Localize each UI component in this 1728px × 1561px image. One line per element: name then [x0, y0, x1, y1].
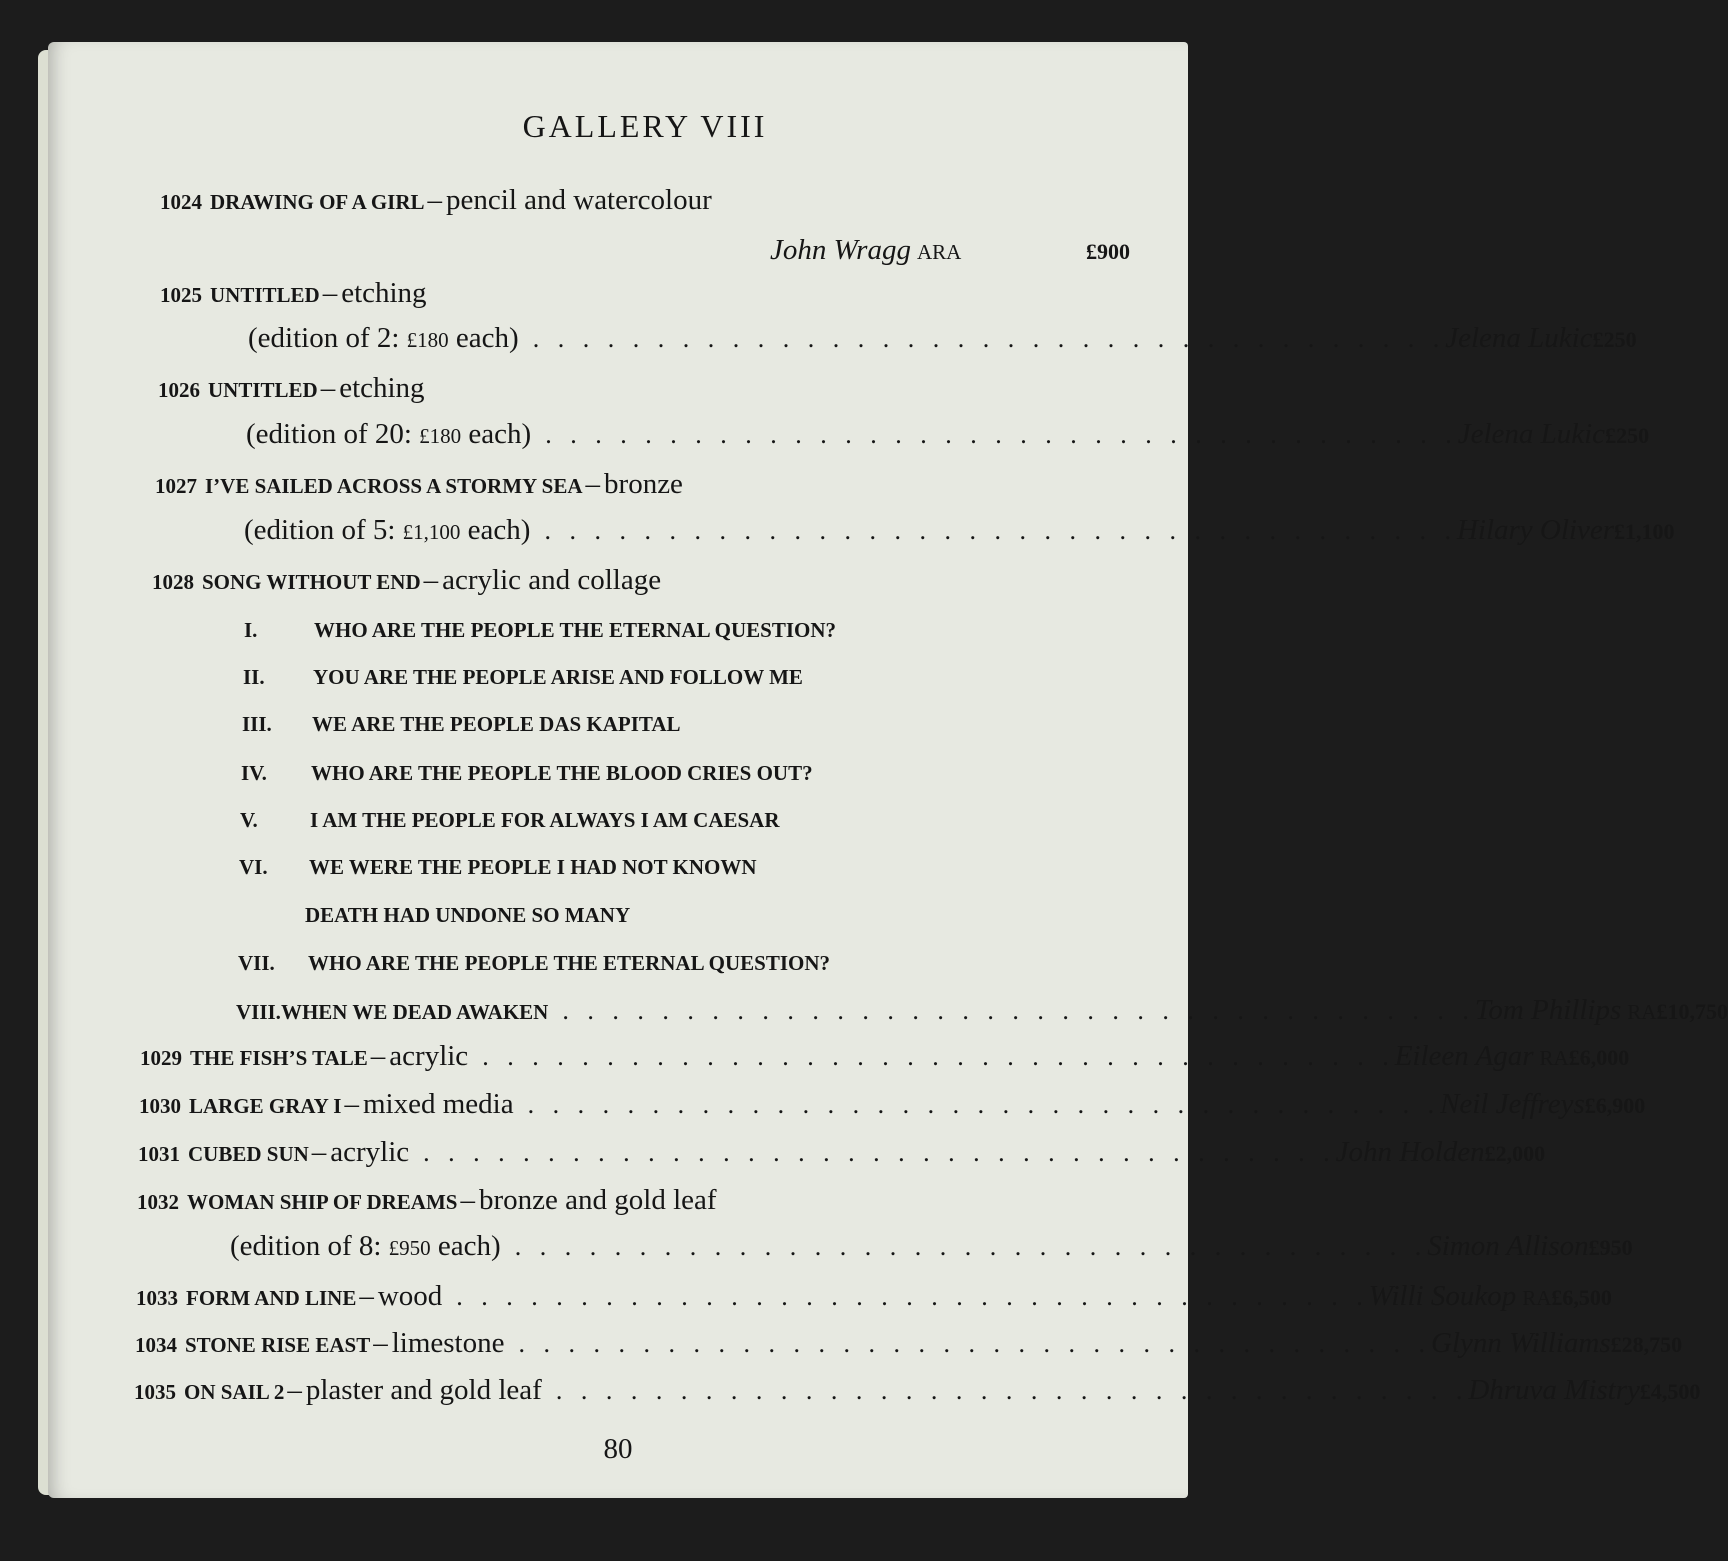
entry-1024-artist-line	[770, 232, 1130, 270]
entry-artist: Simon Allison	[1427, 1230, 1589, 1262]
part-numeral: VIII.	[236, 1000, 281, 1024]
entry-edition: (edition of 20:	[246, 418, 412, 450]
entry-title: ON SAIL 2	[184, 1380, 285, 1404]
entry-medium: pencil and watercolour	[446, 184, 712, 216]
part-numeral: V.	[240, 808, 258, 832]
entry-ra: ARA	[916, 240, 962, 264]
edition-price: £180	[406, 328, 449, 352]
entry-artist: John Holden	[1335, 1136, 1485, 1168]
entry-1028-part-continued	[305, 897, 630, 933]
entry-1028-title-line: 1028 SONG WITHOUT END – acrylic and collage	[152, 562, 661, 600]
entry-1028-part	[239, 849, 757, 885]
edition-suffix: each)	[467, 514, 531, 546]
entry-1025-edition-line	[248, 320, 1637, 358]
entry-title: UNTITLED	[210, 283, 320, 307]
entry-price: £250	[1592, 327, 1637, 352]
entry-number: 1028	[152, 570, 194, 594]
entry-medium: etching	[341, 277, 427, 309]
part-numeral: IV.	[241, 761, 267, 785]
entry-medium: plaster and gold leaf	[305, 1374, 542, 1406]
entry-1024-title-line: 1024 DRAWING OF A GIRL – pencil and watercolour	[160, 182, 712, 220]
entry-medium: bronze	[604, 468, 683, 500]
leader-dots: . . . . . . . . . . . . . . . . . . . . . . . . . . . . . . . . . . . . .	[514, 1232, 1428, 1261]
entry-1028-part	[240, 802, 780, 838]
entry-1031-line: 1031 CUBED SUN – acrylic . . . . . . . . . . . . . . . . . . . . . . . . . . . . . . . . . . . . . John Holden £2,000	[138, 1134, 1110, 1172]
entry-price: £250	[1605, 423, 1650, 448]
entry-1028-part	[243, 659, 803, 695]
entry-1027-title-line: 1027 I’VE SAILED ACROSS A STORMY SEA – bronze	[155, 466, 683, 504]
entry-edition: (edition of 2:	[248, 322, 400, 354]
part-numeral: VII.	[238, 951, 275, 975]
entry-ra: RA	[1522, 1286, 1552, 1310]
entry-1027-edition-line	[244, 512, 1675, 550]
leader-dots: . . . . . . . . . . . . . . . . . . . . . . . . . . . . . . . . . . . . .	[423, 1138, 1336, 1167]
entry-number: 1035	[134, 1380, 176, 1404]
entry-title: CUBED SUN	[188, 1142, 309, 1166]
entry-1025-title-line: 1025 UNTITLED – etching	[160, 275, 427, 313]
entry-number: 1030	[139, 1094, 181, 1118]
edition-suffix: each)	[455, 322, 519, 354]
edition-price: £180	[419, 424, 462, 448]
part-numeral: VI.	[239, 855, 268, 879]
entry-1032-title-line: 1032 WOMAN SHIP OF DREAMS – bronze and gold leaf	[137, 1182, 717, 1220]
entry-price: £950	[1588, 1235, 1633, 1260]
part-title: I AM THE PEOPLE FOR ALWAYS I AM CAESAR	[310, 808, 780, 832]
entry-price: £28,750	[1610, 1332, 1683, 1357]
edition-price: £1,100	[402, 520, 461, 544]
part-title: WHEN WE DEAD AWAKEN	[280, 1000, 549, 1024]
part-title: WHO ARE THE PEOPLE THE ETERNAL QUESTION?	[308, 951, 831, 975]
entry-artist: Jelena Lukic	[1445, 322, 1593, 354]
entry-medium: mixed media	[362, 1088, 514, 1120]
leader-dots: . . . . . . . . . . . . . . . . . . . . . . . . . . . . . . . . . . . . .	[482, 1042, 1395, 1071]
entry-title: LARGE GRAY I	[189, 1094, 342, 1118]
entry-1030-line: 1030 LARGE GRAY I – mixed media . . . . . . . . . . . . . . . . . . . . . . . . . . . . . . . . . . . . . Neil Jeffreys £6,900	[139, 1086, 1111, 1124]
entry-price: £6,900	[1584, 1093, 1646, 1118]
entry-1026-edition-line	[246, 416, 1650, 454]
entry-artist: Willi Soukop	[1368, 1280, 1517, 1312]
entry-artist: Hilary Oliver	[1456, 514, 1615, 546]
entry-price: £10,750	[1656, 999, 1728, 1024]
entry-medium: acrylic	[330, 1136, 410, 1168]
part-numeral: III.	[242, 712, 272, 736]
entry-medium: acrylic	[389, 1040, 469, 1072]
leader-dots: . . . . . . . . . . . . . . . . . . . . . . . . . . . . . . . . . . . . .	[532, 324, 1446, 353]
entry-1028-part	[242, 706, 681, 742]
entry-edition: (edition of 5:	[244, 514, 396, 546]
entry-number: 1024	[160, 190, 202, 214]
entry-title: THE FISH’S TALE	[190, 1046, 368, 1070]
entry-ra: RA	[1627, 1000, 1657, 1024]
entry-1028-part	[244, 612, 836, 648]
part-title: WE ARE THE PEOPLE DAS KAPITAL	[312, 712, 681, 736]
entry-artist: Eileen Agar	[1394, 1040, 1534, 1072]
part-title: WE WERE THE PEOPLE I HAD NOT KNOWN	[309, 855, 757, 879]
entry-medium: limestone	[391, 1327, 505, 1359]
leader-dots: . . . . . . . . . . . . . . . . . . . . . . . . . . . . . . . . . . . . .	[545, 420, 1458, 449]
part-title: WHO ARE THE PEOPLE THE ETERNAL QUESTION?	[314, 618, 837, 642]
leader-dots: . . . . . . . . . . . . . . . . . . . . . . . . . . . . . . . . . . . . .	[544, 516, 1457, 545]
gallery-title: GALLERY VIII	[522, 108, 768, 144]
entry-title: DRAWING OF A GIRL	[210, 190, 425, 214]
entry-artist: Tom Phillips	[1474, 994, 1622, 1026]
entry-price: £6,000	[1568, 1045, 1630, 1070]
entry-1033-line: 1033 FORM AND LINE – wood . . . . . . . . . . . . . . . . . . . . . . . . . . . . . . . . . . . . . Willi Soukop RA £6,500	[136, 1278, 1108, 1316]
entry-medium: wood	[377, 1280, 443, 1312]
entry-artist: John Wragg	[770, 234, 911, 266]
entry-1026-title-line: 1026 UNTITLED – etching	[158, 370, 425, 408]
entry-number: 1032	[137, 1190, 179, 1214]
entry-price: £1,100	[1614, 519, 1675, 544]
leader-dots: . . . . . . . . . . . . . . . . . . . . . . . . . . . . . . . . . . . . .	[562, 996, 1475, 1025]
part-numeral: II.	[243, 665, 265, 689]
entry-medium: etching	[339, 372, 425, 404]
entry-1035-line: 1035 ON SAIL 2 – plaster and gold leaf . . . . . . . . . . . . . . . . . . . . . . . . . . . . . . . . . . . . . Dhruva Mistry £4,500	[134, 1372, 1104, 1410]
entry-number: 1027	[155, 474, 197, 498]
edition-price: £950	[388, 1236, 431, 1260]
entry-price: £900	[1086, 239, 1130, 264]
entry-number: 1029	[140, 1046, 182, 1070]
entry-artist: Glynn Williams	[1430, 1327, 1611, 1359]
entry-number: 1033	[136, 1286, 178, 1310]
leader-dots: . . . . . . . . . . . . . . . . . . . . . . . . . . . . . . . . . . . . .	[527, 1090, 1441, 1119]
entry-1029-line: 1029 THE FISH’S TALE – acrylic . . . . . . . . . . . . . . . . . . . . . . . . . . . . . . . . . . . . . Eileen Agar RA £6,000	[140, 1038, 1112, 1076]
entry-price: £6,500	[1551, 1285, 1612, 1310]
entry-title: FORM AND LINE	[186, 1286, 357, 1310]
leader-dots: . . . . . . . . . . . . . . . . . . . . . . . . . . . . . . . . . . . . .	[456, 1282, 1369, 1311]
leader-dots: . . . . . . . . . . . . . . . . . . . . . . . . . . . . . . . . . . . . .	[555, 1376, 1469, 1405]
part-numeral: I.	[244, 618, 258, 642]
entry-number: 1031	[138, 1142, 180, 1166]
page-number: 80	[603, 1433, 633, 1465]
entry-medium: acrylic and collage	[442, 564, 662, 596]
entry-edition: (edition of 8:	[230, 1230, 382, 1262]
entry-ra: RA	[1539, 1046, 1569, 1070]
entry-1028-part	[241, 755, 813, 791]
part-title-continued: DEATH HAD UNDONE SO MANY	[305, 903, 631, 927]
entry-artist: Dhruva Mistry	[1468, 1374, 1640, 1406]
entry-number: 1026	[158, 378, 200, 402]
entry-1028-part-final	[236, 992, 1728, 1030]
leader-dots: . . . . . . . . . . . . . . . . . . . . . . . . . . . . . . . . . . . . .	[518, 1329, 1431, 1358]
entry-price: £4,500	[1639, 1379, 1701, 1404]
entry-number: 1034	[135, 1333, 177, 1357]
entry-1034-line: 1034 STONE RISE EAST – limestone . . . . . . . . . . . . . . . . . . . . . . . . . . . . . . . . . . . . . Glynn Williams £28,750	[135, 1325, 1107, 1363]
entry-artist: Jelena Lukic	[1457, 418, 1606, 450]
entry-1032-edition-line	[230, 1228, 1633, 1266]
entry-medium: bronze and gold leaf	[478, 1184, 717, 1216]
part-title: YOU ARE THE PEOPLE ARISE AND FOLLOW ME	[313, 665, 803, 689]
entry-title: WOMAN SHIP OF DREAMS	[187, 1190, 458, 1214]
entry-price: £2,000	[1484, 1141, 1546, 1166]
edition-suffix: each)	[437, 1230, 501, 1262]
entry-number: 1025	[160, 283, 202, 307]
entry-1028-part	[238, 945, 830, 981]
edition-suffix: each)	[468, 418, 532, 450]
entry-title: SONG WITHOUT END	[202, 570, 421, 594]
entry-title: STONE RISE EAST	[185, 1333, 371, 1357]
entry-title: I’VE SAILED ACROSS A STORMY SEA	[205, 474, 583, 498]
entry-title: UNTITLED	[208, 378, 318, 402]
part-title: WHO ARE THE PEOPLE THE BLOOD CRIES OUT?	[311, 761, 813, 785]
entry-artist: Neil Jeffreys	[1440, 1088, 1585, 1120]
